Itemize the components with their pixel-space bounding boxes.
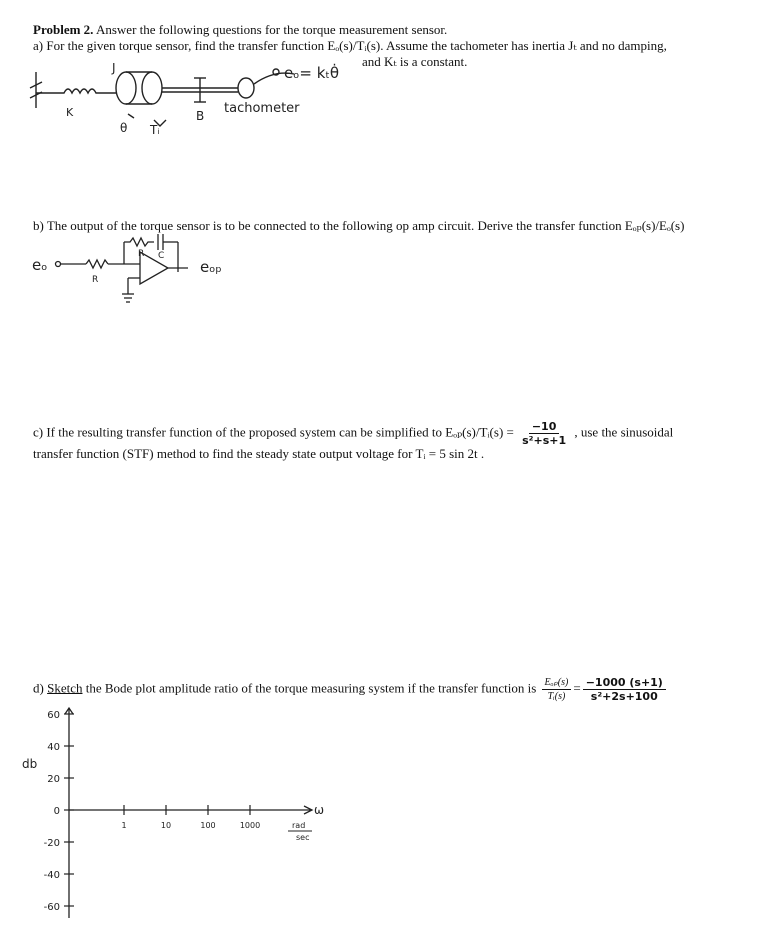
- problem-intro: Answer the following questions for the torque measurement sensor.: [95, 22, 448, 37]
- part-d-line: [33, 676, 668, 703]
- part-d-tf-numerator: −1000 (s+1): [583, 676, 666, 690]
- y-tick-label: -40: [43, 870, 60, 881]
- part-b-text: b) The output of the torque sensor is to be connected to the following op amp circuit. Derive the transfer function Eₒₚ(s)/Eₒ(s): [33, 218, 685, 233]
- label-b: B: [196, 109, 205, 123]
- part-d-lhs: [542, 676, 572, 703]
- part-c-tf-denominator: s²+s+1: [522, 434, 567, 447]
- problem-title: Problem 2.: [33, 22, 94, 37]
- part-c-text-pre: c) If the resulting transfer function of the proposed system can be simplified to Eₒₚ(s)/Tᵢ(s) =: [33, 424, 514, 440]
- y-tick-label: 20: [47, 774, 60, 785]
- label-ti: Tᵢ: [150, 123, 160, 137]
- problem-header: [33, 22, 447, 38]
- label-tachometer: tachometer: [224, 101, 300, 116]
- input-resistor: [86, 260, 108, 268]
- part-a-text: a) For the given torque sensor, find the transfer function Eₒ(s)/Tᵢ(s). Assume the tachometer has inertia Jₜ and no damping,: [33, 38, 667, 53]
- x-unit-denominator: sec: [296, 833, 310, 842]
- bode-plot-axes: [20, 700, 340, 930]
- part-c-line-1: [33, 420, 673, 447]
- x-unit-numerator: rad: [292, 821, 306, 830]
- y-tick-label: 60: [47, 710, 60, 721]
- part-c-text-post: , use the sinusoidal: [574, 424, 674, 440]
- label-eo: eₒ: [32, 256, 48, 274]
- part-d-transfer-function: [583, 676, 666, 703]
- part-d-tf-denominator: s²+2s+100: [590, 690, 658, 703]
- part-c-text-2: transfer function (STF) method to find the steady state output voltage for Tᵢ = 5 sin 2t .: [33, 446, 485, 461]
- label-r-fb: R: [138, 249, 145, 259]
- input-node: [56, 262, 61, 267]
- spring-k: [36, 89, 116, 93]
- inertia-disk: [116, 72, 136, 104]
- part-d-lhs-numerator: Eₒₚ(s): [542, 676, 572, 690]
- part-c-transfer-function: [519, 420, 569, 447]
- y-tick-label: 0: [53, 806, 60, 817]
- tachometer-body: [238, 78, 254, 98]
- y-tick-label: -60: [43, 902, 60, 913]
- y-tick-label: -20: [43, 838, 60, 849]
- y-axis-label: db: [22, 757, 38, 771]
- x-tick-label: 1: [121, 821, 127, 830]
- label-c: C: [158, 251, 165, 261]
- x-tick-label: 100: [200, 821, 216, 830]
- y-tick-label: 40: [47, 742, 60, 753]
- label-eop: eₒₚ: [200, 258, 222, 276]
- part-d-text: the Bode plot amplitude ratio of the torque measuring system if the transfer function is: [82, 680, 537, 696]
- part-c-tf-numerator: −10: [529, 420, 560, 434]
- part-d-lhs-denominator: Tᵢ(s): [547, 691, 566, 702]
- feedback-resistor: [124, 238, 154, 246]
- part-d-equals: =: [573, 680, 581, 696]
- label-j: J: [112, 61, 116, 75]
- part-d-sketch-word: Sketch: [47, 680, 83, 696]
- label-theta: θ: [120, 121, 128, 135]
- op-amp-circuit-sketch: [28, 232, 258, 307]
- label-eo-eq: eₒ= kₜθ̇: [284, 64, 340, 82]
- x-tick-label: 1000: [239, 821, 261, 830]
- label-r-in: R: [92, 275, 99, 285]
- x-axis-label: ω: [314, 803, 325, 817]
- label-k: K: [66, 106, 74, 119]
- x-tick-label: 10: [160, 821, 172, 830]
- part-d-prefix: d): [33, 680, 48, 696]
- part-a-text-2: and Kₜ is a constant.: [362, 54, 468, 69]
- torque-sensor-sketch: [28, 58, 368, 148]
